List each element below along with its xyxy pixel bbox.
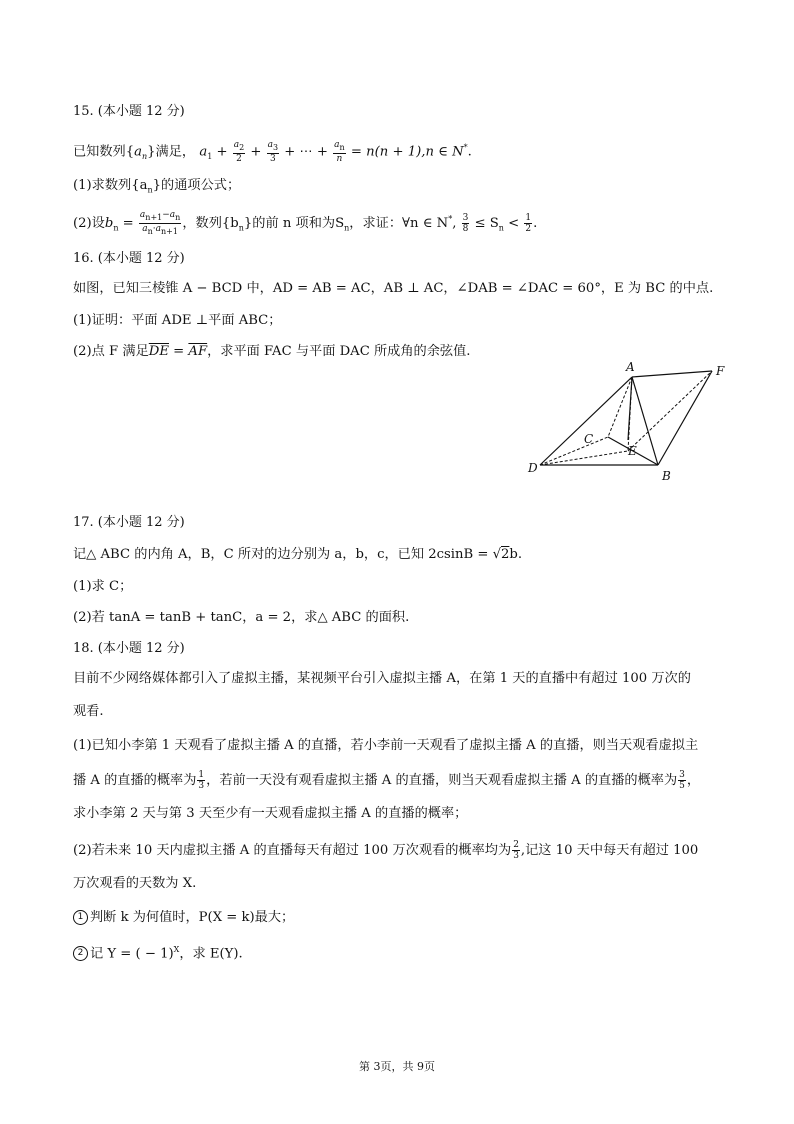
q16-part1: (1)证明：平面 ADE ⊥平面 ABC； (73, 313, 282, 328)
q18-header: 18. (本小题 12 分) (73, 641, 185, 656)
q18-part1-line3: 求小李第 2 天与第 3 天至少有一天观看虚拟主播 A 的直播的概率； (73, 806, 468, 821)
q17-stem: 记△ ABC 的内角 A，B，C 所对的边分别为 a，b，c，已知 2csinB = √2b. (73, 547, 523, 562)
label-B: B (662, 469, 671, 483)
page-footer: 第 3页，共 9页 (359, 1060, 435, 1073)
q18-sub1: 1 判断 k 为何值时，P(X = k)最大； (73, 909, 294, 927)
label-C: C (584, 432, 594, 446)
edge-FB (658, 371, 712, 465)
q18-part1-line2: 播 A 的直播的概率为 $\frac{1}{3}$ ，若前一天没有观看虚拟主播 A 的直播，则当天观看虚拟主播 A 的直播的概率为 $\frac{3}{5}$ ， (73, 770, 701, 791)
edge-AF (632, 371, 712, 377)
q16-header: 16. (本小题 12 分) (73, 251, 185, 266)
label-D: D (528, 461, 538, 475)
q16-part2: (2)点 F 满足$\overline{DE} = \overline{AF}$，求平面 FAC 与平面 DAC 所成角的余弦值. (73, 344, 471, 359)
fraction-1-3: $\frac{1}{3}$ (198, 770, 205, 791)
fraction-2-3: $\frac{2}{3}$ (513, 840, 519, 861)
label-E: E (628, 444, 637, 458)
q17-header: 17. (本小题 12 分) (73, 515, 185, 530)
q18-part1-line1: (1)已知小李第 1 天观看了虚拟主播 A 的直播，若小李前一天观看了虚拟主播 A 的直播，则当天观看虚拟主 (73, 738, 699, 753)
tetrahedron-figure (520, 355, 750, 490)
q16-stem: 如图，已知三棱锥 A − BCD 中，AD = AB = AC，AB ⊥ AC，∠DAB = ∠DAC = 60°，E 为 BC 的中点. (73, 281, 714, 296)
q15-header: 15. (本小题 12 分) (73, 104, 185, 119)
q15-part1: (1)求数列$\{a_n\}$的通项公式； (73, 178, 241, 195)
q18-part2-line1: (2)若未来 10 天内虚拟主播 A 的直播每天有超过 100 万次观看的概率均为 $\frac{2}{3}$ ,记这 10 天中每天有超过 100 (73, 840, 699, 861)
q15-stem: 已知数列$\{a_n\}$满足， $a_1$ + $\frac{a_2}{2}$ + $\frac{a_3}{3}$ + ⋯ + $\frac{a_n}{n}$ = n(n + 1),n ∈ N*. (73, 139, 472, 164)
edge-AD (540, 377, 632, 465)
edge-DC (540, 437, 608, 465)
edge-AE-dash (628, 377, 632, 451)
q15-part2: (2)设$b_n$ = $\frac{a_{n+1}-a_n}{a_n\cdot a_{n+1}}$ ，数列$\{b_n\}$的前 n 项和为$S_n$，求证：∀n ∈ N*, $\frac{3}{8}$ ≤ $S_n$ < $\frac{1}{2}$ . (73, 210, 538, 236)
label-F: F (716, 364, 725, 378)
circled-number-2: 2 (73, 946, 88, 961)
label-A: A (626, 360, 635, 374)
circled-number-1: 1 (73, 910, 88, 925)
fraction-3-5: $\frac{3}{5}$ (679, 770, 685, 791)
q18-stem-line2: 观看. (73, 704, 104, 719)
q17-part2: (2)若 tanA = tanB + tanC，a = 2，求△ ABC 的面积. (73, 610, 410, 625)
q18-stem-line1: 目前不少网络媒体都引入了虚拟主播，某视频平台引入虚拟主播 A，在第 1 天的直播中有超过 100 万次的 (73, 671, 691, 686)
edge-EF (628, 371, 712, 451)
q17-part1: (1)求 C； (73, 579, 133, 594)
q18-sub2: 2 记 Y = ( − 1)$^X$，求 E(Y). (73, 941, 243, 963)
q18-part2-line2: 万次观看的天数为 X. (73, 876, 197, 891)
